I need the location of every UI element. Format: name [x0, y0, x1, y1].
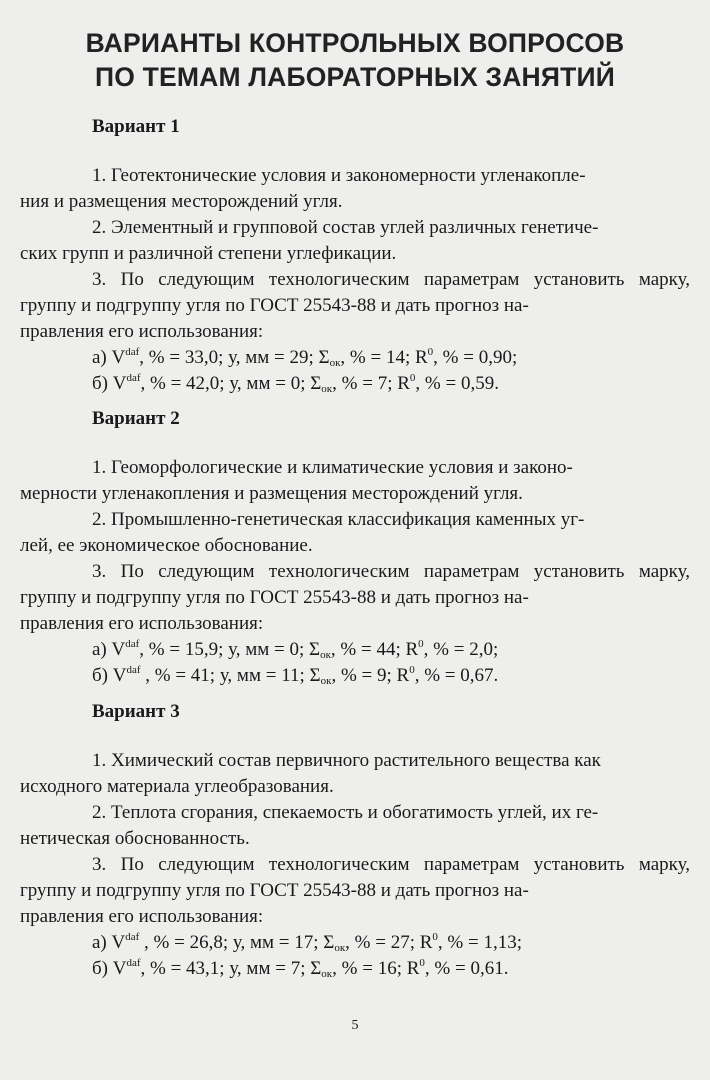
title-line-2: ПО ТЕМАМ ЛАБОРАТОРНЫХ ЗАНЯТИЙ — [94, 62, 616, 92]
title-line-1: ВАРИАНТЫ КОНТРОЛЬНЫХ ВОПРОСОВ — [85, 28, 625, 58]
question-3: 3. По следующим технологическим параметрам установить марку, группу и подгруппу угля по ГОСТ 25543-88 и дать прогноз на- правления его использования: — [20, 854, 690, 927]
question-2: 2. Промышленно-генетическая классификация каменных уг- лей, ее экономическое обоснование. — [20, 509, 585, 556]
variant-2 — [20, 406, 690, 689]
question-2: 2. Теплота сгорания, спекаемость и обогатимость углей, их ге- нетическая обоснованность. — [20, 802, 599, 849]
option-a: а) $V^{daf}$, % = 15,9; у, мм = 0; $\Sigma_{ок}$, % = 44; $R^0$, % = 2,0; — [92, 638, 499, 661]
page-number: 5 — [351, 1018, 359, 1033]
question-2: 2. Элементный и групповой состав углей различных генетиче- ских групп и различной степени углефикации. — [20, 217, 599, 264]
question-1: 1. Геоморфологические и климатические условия и законо- мерности угленакопления и размещения месторождений угля. — [20, 457, 573, 504]
option-b: б) $V^{daf}$ , % = 41; у, мм = 11; $\Sigma_{ок}$, % = 9; $R^0$, % = 0,67. — [92, 664, 499, 687]
option-b: б) $V^{daf}$, % = 43,1; у, мм = 7; $\Sigma_{ок}$, % = 16; $R^0$, % = 0,61. — [92, 957, 509, 980]
option-a: а) $V^{daf}$ , % = 26,8; у, мм = 17; $\Sigma_{ок}$, % = 27; $R^0$, % = 1,13; — [92, 931, 522, 954]
question-3: 3. По следующим технологическим параметрам установить марку, группу и подгруппу угля по ГОСТ 25543-88 и дать прогноз на- правления его использования: — [20, 561, 690, 634]
question-3: 3. По следующим технологическим параметрам установить марку, группу и подгруппу угля по ГОСТ 25543-88 и дать прогноз на- правления его использования: — [20, 269, 690, 342]
option-b: б) $V^{daf}$, % = 42,0; у, мм = 0; $\Sigma_{ок}$, % = 7; $R^0$, % = 0,59. — [92, 372, 499, 395]
variant-heading: Вариант 2 — [92, 408, 180, 429]
variant-1 — [20, 114, 690, 397]
variant-3 — [20, 699, 690, 982]
question-1: 1. Химический состав первичного растительного вещества как исходного материала углеобразования. — [20, 750, 601, 797]
variant-heading: Вариант 3 — [92, 701, 180, 722]
question-1: 1. Геотектонические условия и закономерности угленакопле- ния и размещения месторождений угля. — [20, 165, 586, 212]
page-title — [0, 26, 710, 94]
variant-heading: Вариант 1 — [92, 116, 180, 137]
option-a: а) $V^{daf}$, % = 33,0; у, мм = 29; $\Sigma_{ок}$, % = 14; $R^0$, % = 0,90; — [92, 346, 518, 369]
